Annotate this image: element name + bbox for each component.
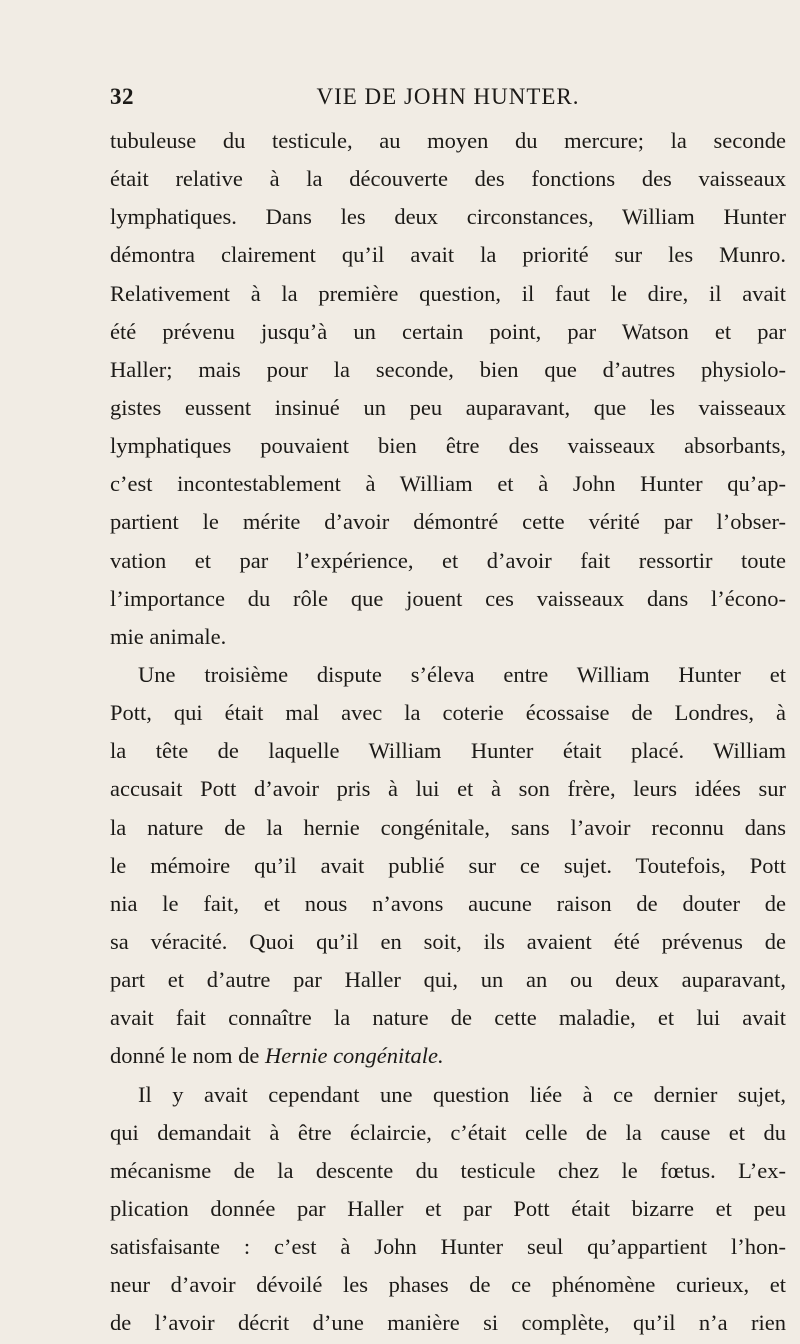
text-line: sa véracité. Quoi qu’il en soit, ils avaient été prévenus de (110, 928, 786, 954)
page-number: 32 (110, 84, 134, 109)
text-line: lymphatiques. Dans les deux circonstances, William Hunter (110, 204, 786, 230)
text-line: vation et par l’expérience, et d’avoir fait ressortir toute (110, 547, 786, 573)
text-line: la tête de laquelle William Hunter était placé. William (110, 738, 786, 764)
text-line: qui demandait à être éclaircie, c’était celle de la cause et du (110, 1119, 786, 1145)
text-line: la nature de la hernie congénitale, sans l’avoir reconnu dans (110, 814, 786, 840)
text-line-roman: donné le nom de (110, 1043, 265, 1069)
text-line: de l’avoir décrit d’une manière si complète, qu’il n’a rien (110, 1310, 786, 1336)
text-line: partient le mérite d’avoir démontré cette vérité par l’obser- (110, 509, 786, 535)
text-line: l’importance du rôle que jouent ces vaisseaux dans l’écono- (110, 585, 786, 611)
text-line: était relative à la découverte des fonctions des vaisseaux (110, 166, 786, 192)
text-line (110, 1037, 786, 1075)
text-line: Une troisième dispute s’éleva entre William Hunter et (138, 661, 786, 687)
text-line: le mémoire qu’il avait publié sur ce sujet. Toutefois, Pott (110, 852, 786, 878)
text-line: Pott, qui était mal avec la coterie écossaise de Londres, à (110, 700, 786, 726)
text-line: Haller; mais pour la seconde, bien que d’autres physiolo- (110, 356, 786, 382)
text-line: plication donnée par Haller et par Pott était bizarre et peu (110, 1195, 786, 1221)
text-line: neur d’avoir dévoilé les phases de ce phénomène curieux, et (110, 1272, 786, 1298)
text-line: été prévenu jusqu’à un certain point, par Watson et par (110, 318, 786, 344)
text-line: lymphatiques pouvaient bien être des vaisseaux absorbants, (110, 433, 786, 459)
text-line: nia le fait, et nous n’avons aucune raison de douter de (110, 890, 786, 916)
text-line: gistes eussent insinué un peu auparavant, que les vaisseaux (110, 394, 786, 420)
text-line: mécanisme de la descente du testicule chez le fœtus. L’ex- (110, 1157, 786, 1183)
text-line: satisfaisante : c’est à John Hunter seul qu’appartient l’hon- (110, 1234, 786, 1260)
running-head (110, 84, 786, 114)
text-line: avait fait connaître la nature de cette maladie, et lui avait (110, 1005, 786, 1031)
text-line: c’est incontestablement à William et à John Hunter qu’ap- (110, 471, 786, 497)
running-title: VIE DE JOHN HUNTER. (316, 84, 580, 109)
italic-term: Hernie congénitale. (264, 1043, 444, 1069)
text-line: démontra clairement qu’il avait la priorité sur les Munro. (110, 242, 786, 268)
body-text (110, 122, 786, 1343)
text-line: part et d’autre par Haller qui, un an ou deux auparavant, (110, 967, 786, 993)
text-line: Il y avait cependant une question liée à ce dernier sujet, (138, 1081, 786, 1107)
text-line: Relativement à la première question, il faut le dire, il avait (110, 280, 786, 306)
text-line: mie animale. (110, 623, 227, 649)
text-line: accusait Pott d’avoir pris à lui et à son frère, leurs idées sur (110, 776, 786, 802)
text-line: tubuleuse du testicule, au moyen du mercure; la seconde (110, 128, 786, 153)
